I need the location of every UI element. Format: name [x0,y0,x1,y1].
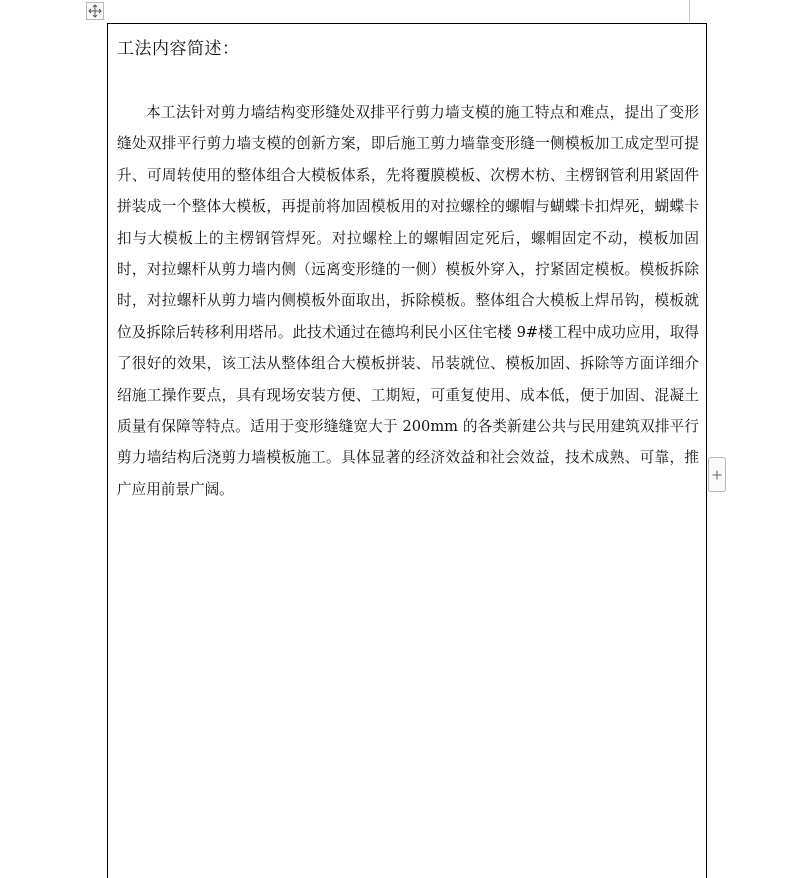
content-table-cell[interactable] [107,23,707,878]
plus-icon [712,470,722,480]
move-arrows-icon [88,4,102,18]
add-row-button[interactable] [708,457,726,492]
body-paragraph: 本工法针对剪力墙结构变形缝处双排平行剪力墙支模的施工特点和难点，提出了变形缝处双排平行剪力墙支模的创新方案，即后施工剪力墙靠变形缝一侧模板加工成定型可提升、可周转使用的整体组合大模板体系，先将覆膜模板、次楞木枋、主楞钢管利用紧固件拼装成一个整体大模板，再提前将加固模板用的对拉螺栓的螺帽与蝴蝶卡扣焊死，蝴蝶卡扣与大模板上的主楞钢管焊死。对拉螺栓上的螺帽固定死后，螺帽固定不动，模板加固时，对拉螺杆从剪力墙内侧（远离变形缝的一侧）模板外穿入，拧紧固定模板。模板拆除时，对拉螺杆从剪力墙内侧模板外面取出，拆除模板。整体组合大模板上焊吊钩，模板就位及拆除后转移利用塔吊。此技术通过在德坞利民小区住宅楼 9#楼工程中成功应用，取得了很好的效果，该工法从整体组合大模板拼装、吊装就位、模板加固、拆除等方面详细介绍施工操作要点，具有现场安装方便、工期短，可重复使用、成本低，便于加固、混凝土质量有保障等特点。适用于变形缝缝宽大于 200mm 的各类新建公共与民用建筑双排平行剪力墙结构后浇剪力墙模板施工。具体显著的经济效益和社会效益，技术成熟、可靠，推广应用前景广阔。 [117,104,699,498]
table-move-handle[interactable] [86,2,104,20]
column-guide-line [689,0,690,22]
section-heading: 工法内容简述： [117,39,240,59]
